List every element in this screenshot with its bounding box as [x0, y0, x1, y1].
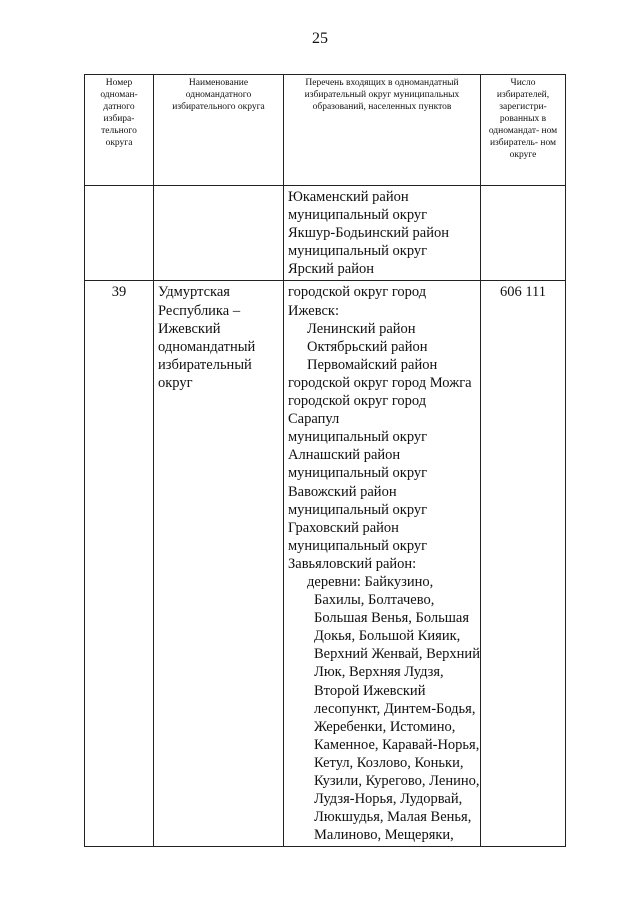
municipality-line: Малиново, Мещеряки, — [314, 827, 454, 844]
district-name-line: Удмуртская — [158, 284, 230, 301]
header-municipalities: Перечень входящих в одномандатный избирательный округ муниципальных образований, населенных пунктов — [284, 75, 481, 186]
municipality-line: Второй Ижевский — [314, 682, 426, 699]
header-voters-count: Число избирателей, зарегистри- рованных в одномандат- ном избиратель- ном округе — [481, 75, 566, 186]
municipality-line: Юкаменский район — [288, 189, 409, 205]
district-name-line: Республика – — [158, 302, 241, 319]
municipality-line: муниципальный округ — [288, 537, 428, 554]
municipality-line: Лудзя-Норья, Лудорвай, — [314, 791, 463, 808]
district-name — [154, 281, 284, 847]
municipality-line: Якшур-Бодьинский район — [288, 225, 449, 242]
header-district-number: Номер одноман- датного избира- тельного округа — [85, 75, 154, 186]
municipality-line: Люкшудья, Малая Венья, — [314, 809, 472, 826]
municipality-line: Сарапул — [288, 411, 340, 428]
municipality-line: Каменное, Каравай-Норья, — [314, 736, 480, 753]
cell-continuation-municipalities — [284, 186, 481, 281]
cell-empty-number — [85, 186, 154, 281]
municipality-line: Кузили, Курегово, Ленино, — [314, 773, 480, 789]
municipality-line: Ижевск: — [288, 302, 340, 319]
municipalities-list — [284, 281, 481, 847]
cell-empty-name — [154, 186, 284, 281]
district-name-line: избирательный — [158, 356, 252, 373]
municipality-line: муниципальный округ — [288, 465, 428, 482]
municipality-line: муниципальный округ — [288, 243, 428, 260]
municipality-line: Алнашский район — [288, 447, 401, 464]
municipality-line: Люк, Верхняя Лудзя, — [314, 664, 444, 681]
district-name-line: округ — [158, 374, 193, 391]
municipality-line: муниципальный округ — [288, 207, 428, 224]
municipality-line: Октябрьский район — [307, 338, 428, 355]
municipality-line: деревни: Байкузино, — [307, 573, 434, 590]
page-number: 25 — [312, 30, 328, 47]
municipality-line: Вавожский район — [288, 483, 397, 500]
district-number: 39 — [85, 281, 154, 847]
municipality-line: Первомайский район — [307, 356, 438, 373]
municipality-line: муниципальный округ — [288, 501, 428, 518]
municipality-line: Ленинский район — [307, 320, 416, 337]
municipality-line: Большая Венья, Большая — [314, 610, 470, 627]
municipality-line: городской округ город — [288, 284, 427, 301]
table-row-district-39 — [85, 281, 566, 847]
header-district-name: Наименование одномандатного избирательного округа — [154, 75, 284, 186]
municipality-line: Граховский район — [288, 519, 399, 536]
table-header-row — [85, 75, 566, 186]
cell-empty-voters — [481, 186, 566, 281]
municipality-line: Докья, Большой Кияик, — [314, 628, 461, 645]
municipality-line: Жеребенки, Истомино, — [314, 718, 456, 735]
municipality-line: Кетул, Козлово, Коньки, — [314, 754, 464, 771]
districts-table — [84, 74, 566, 847]
municipality-line: муниципальный округ — [288, 429, 428, 446]
voters-count: 606 111 — [481, 281, 566, 847]
municipality-line: лесопункт, Динтем-Бодья, — [314, 700, 476, 717]
table-row-continuation — [85, 186, 566, 281]
municipality-line: Ярский район — [288, 261, 375, 278]
municipality-line: городской округ город Можга — [288, 374, 472, 391]
district-name-line: Ижевский — [158, 320, 221, 337]
district-name-line: одномандатный — [158, 338, 256, 355]
municipality-line: Бахилы, Болтачево, — [314, 592, 435, 609]
municipality-line: Верхний Женвай, Верхний — [314, 646, 480, 663]
municipality-line: городской округ город — [288, 393, 427, 410]
municipality-line: Завьяловский район: — [288, 555, 417, 572]
